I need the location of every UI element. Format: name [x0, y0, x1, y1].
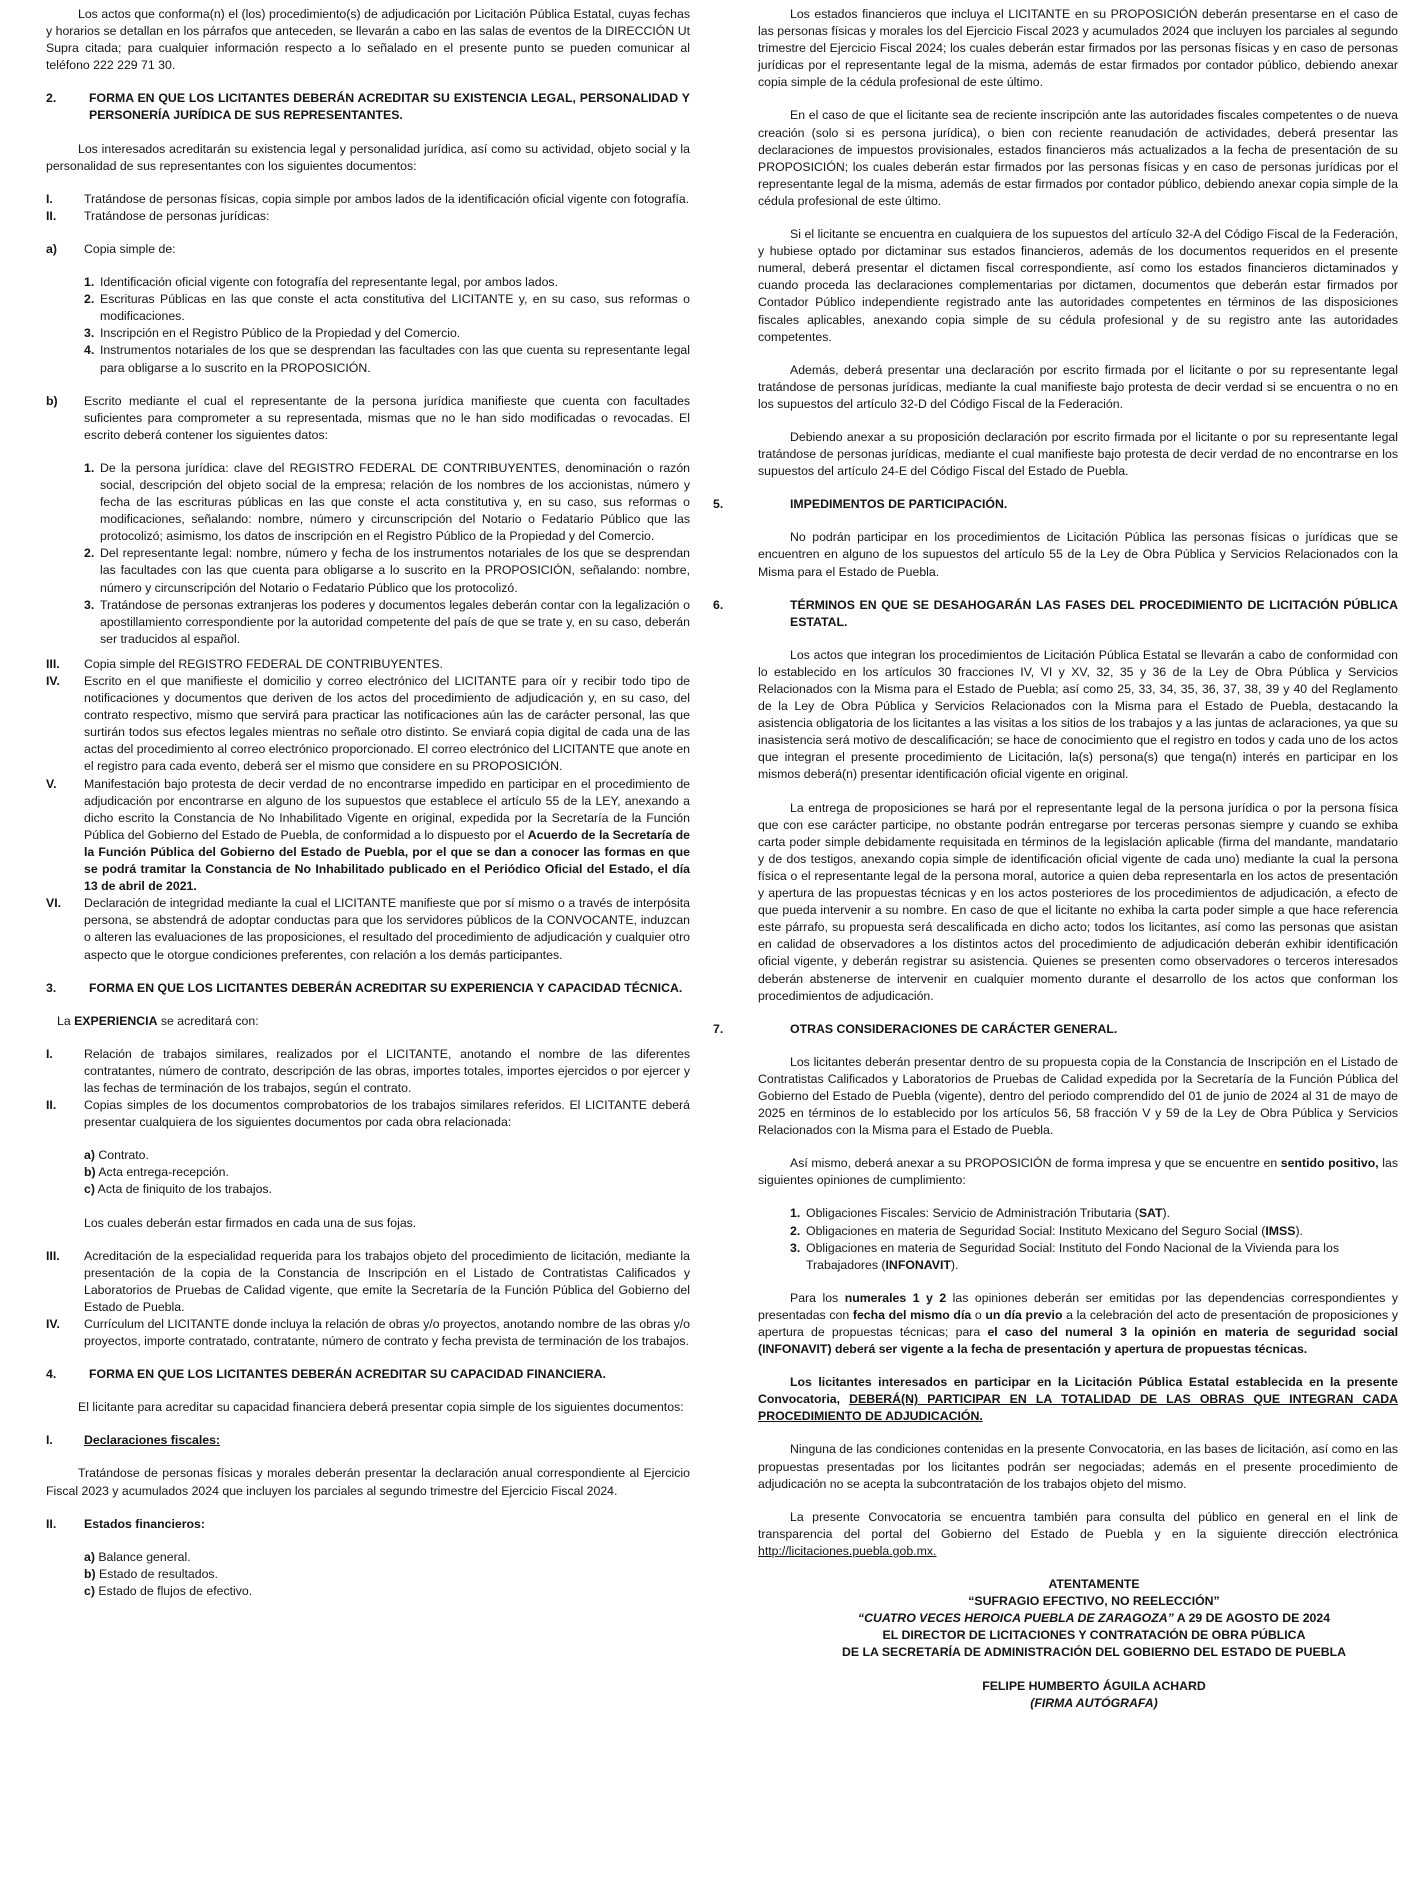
- text-run-bold: INFONAVIT: [885, 1257, 951, 1272]
- text-run-bold: IMSS: [1265, 1223, 1296, 1238]
- section-number: 6.: [713, 597, 724, 612]
- opinion-text: [806, 1223, 1398, 1240]
- item-number: II.: [46, 1098, 57, 1113]
- letter-text: Acta de finiquito de los trabajos.: [94, 1182, 272, 1197]
- sub-item: [84, 545, 690, 596]
- item-number: II.: [46, 1516, 57, 1531]
- letter: c): [84, 1583, 95, 1598]
- text-run: Así mismo, deberá anexar a su PROPOSICIÓN de forma impresa y que se encuentre en: [790, 1156, 1281, 1171]
- opinion-item: [790, 1240, 1398, 1274]
- sub-item: [84, 597, 690, 648]
- section-number: 4.: [46, 1367, 57, 1382]
- section-7-paragraph-1: Los licitantes deberán presentar dentro de su propuesta copia de la Constancia de Inscripción en el Listado de Contratistas Calificados y Laboratorios de Pruebas de Calidad expedida por la Secretaría de la Función Pública del Gobierno del Estado de Puebla (vigente), dentro del periodo comprendido del 01 de junio de 2024 al 31 de mayo de 2025 en términos de lo establecido por los artículos 56, 58 fracción V y 59 de la Ley de Obra Pública y Servicios Relacionados con la Misma para el Estado de Puebla.: [758, 1054, 1398, 1138]
- intro-paragraph: Los actos que conforma(n) el (los) procedimiento(s) de adjudicación por Licitación Pública Estatal, cuyas fechas y horarios se detallan en los párrafos que anteceden, se llevarán a cabo en las salas de eventos de la DIRECCIÓN Ut Supra citada; para cualquier información respecto a lo señalado en el presente punto se pueden comunicar al teléfono 222 229 71 30.: [46, 7, 690, 73]
- transparency-link[interactable]: http://licitaciones.puebla.gob.mx.: [758, 1543, 937, 1558]
- signature-date: A 29 DE AGOSTO DE 2024: [1173, 1611, 1331, 1626]
- section-3-heading: [46, 980, 690, 997]
- list-item: [46, 393, 690, 444]
- text-run: ).: [950, 1257, 959, 1272]
- right-column: [713, 6, 1399, 1712]
- text-run: a la celebración del acto de presentación de proposiciones y apertura de propuestas técnicas; para: [758, 1307, 1398, 1339]
- signatory-name: FELIPE HUMBERTO ÁGUILA ACHARD: [982, 1678, 1206, 1693]
- list-item: [46, 1316, 690, 1350]
- item-text: Copia simple del REGISTRO FEDERAL DE CONTRIBUYENTES.: [84, 656, 443, 671]
- item-text: Escrito mediante el cual el representante de la persona jurídica manifieste que cuenta con facultades suficientes para comprometer a su representada, mismas que no le han sido modificadas o revocadas. El escrito deberá contener los siguientes datos:: [84, 393, 690, 442]
- opinion-text: [806, 1240, 1398, 1274]
- letter-text: Contrato.: [94, 1148, 149, 1163]
- signature-block: [758, 1576, 1398, 1712]
- item-letter: a): [46, 241, 57, 256]
- opinion-number: 1.: [790, 1206, 801, 1221]
- text-run: o: [971, 1307, 986, 1322]
- signed-note: Los cuales deberán estar firmados en cada una de sus fojas.: [84, 1215, 417, 1230]
- item-letter: b): [46, 393, 58, 408]
- list-item: [46, 656, 690, 673]
- section-7-paragraph-2: [758, 1155, 1398, 1189]
- letter-item: [84, 1566, 690, 1583]
- section-title: FORMA EN QUE LOS LICITANTES DEBERÁN ACREDITAR SU EXISTENCIA LEGAL, PERSONALIDAD Y PERSONERÍA JURÍDICA DE SUS REPRESENTANTES.: [89, 91, 690, 123]
- letter: b): [84, 1566, 96, 1581]
- text-run: Para los: [790, 1290, 845, 1305]
- signature-closing: ATENTAMENTE: [1048, 1577, 1140, 1592]
- sub-item: [84, 291, 690, 325]
- signature-motto: “SUFRAGIO EFECTIVO, NO REELECCIÓN”: [968, 1594, 1220, 1609]
- section-7-paragraph-6: [758, 1509, 1398, 1560]
- letter-text: Balance general.: [94, 1549, 191, 1564]
- sub-item-text: Del representante legal: nombre, número y fecha de los instrumentos notariales de los que se desprendan las facultades con las que cuenta para obligarse a lo suscrito en la PROPOSICIÓN, señalando: nombre, número y circunscripción del Notario o Fedatario Público que los protocolizó.: [100, 546, 690, 595]
- article-32d-paragraph: Además, deberá presentar una declaración por escrito firmada por el licitante o por su representante legal tratándose de personas jurídicas, mediante la cual manifieste bajo protesta de decir verdad si se encuentra o no en los supuestos del artículo 32-D del Código Fiscal de la Federación.: [758, 362, 1398, 411]
- item-text: [84, 776, 690, 896]
- letter: a): [84, 1148, 95, 1163]
- signature-city: “CUATRO VECES HEROICA PUEBLA DE ZARAGOZA”: [857, 1611, 1174, 1626]
- letter-text: Acta entrega-recepción.: [95, 1165, 229, 1180]
- sub-item-text: De la persona jurídica: clave del REGISTRO FEDERAL DE CONTRIBUYENTES, denominación o razón social, descripción del objeto social de la empresa; relación de los nombres de los accionistas, número y fecha de las escrituras públicas en las que conste el acta constitutiva y, en su caso, sus reformas o modificaciones, señalando: nombre, número y circunscripción del Notario o Fedatario Público que las protocolizó; asimismo, los datos de inscripción en el Registro Público de la Propiedad y del Comercio.: [100, 460, 690, 544]
- section-title: OTRAS CONSIDERACIONES DE CARÁCTER GENERAL.: [790, 1021, 1118, 1036]
- list-item: [46, 1046, 690, 1097]
- item-text: Tratándose de personas jurídicas:: [84, 208, 270, 223]
- signature-title: EL DIRECTOR DE LICITACIONES Y CONTRATACIÓN DE OBRA PÚBLICA: [882, 1628, 1306, 1643]
- letter-text: Estado de flujos de efectivo.: [94, 1583, 253, 1598]
- list-item: [46, 208, 690, 225]
- experience-line: [57, 1013, 690, 1030]
- item-text-regular: Manifestación bajo protesta de decir verdad de no encontrarse impedido en participar en el procedimiento de adjudicación por encontrarse en alguno de los supuestos que establece el artículo 55 de la LEY, anexando a dicho escrito la Constancia de No Inhabilitado Vigente en original, expedida por la Secretaría de la Función Pública del Gobierno del Estado de Puebla, de conformidad a lo dispuesto por el: [84, 776, 690, 842]
- sub-item-number: 3.: [84, 597, 95, 612]
- letter-item: [84, 1147, 690, 1164]
- new-registration-paragraph: En el caso de que el licitante sea de reciente inscripción ante las autoridades fiscales competentes o de nueva creación (solo si es persona jurídica), o bien con reciente reanudación de actividades, deberá presentar las declaraciones de impuestos provisionales, estados financieros más actualizados a la fecha de presentación de su PROPOSICIÓN; los cuales deberán estar firmados por las personas físicas y en caso de personas jurídicas por el representante legal de la misma, además de estar firmados por contador público, debiendo anexar copia simple de la cédula profesional de este último.: [758, 108, 1398, 208]
- sub-item-text: Escrituras Públicas en las que conste el acta constitutiva del LICITANTE y, en su caso, sus reformas o modificaciones.: [100, 292, 690, 324]
- text-run-bold: SAT: [1138, 1206, 1163, 1221]
- fiscal-paragraph: Tratándose de personas físicas y morales deberán presentar la declaración anual correspondiente al Ejercicio Fiscal 2023 y acumulados 2024 que incluyen los parciales al segundo trimestre del Ejercicio Fiscal 2024.: [46, 1466, 690, 1498]
- letter: b): [84, 1165, 96, 1180]
- section-5-text: No podrán participar en los procedimientos de Licitación Pública las personas físicas o jurídicas que se encuentren en alguno de los supuestos del artículo 55 de la Ley de Obra Pública y Servicios Relacionados con la Misma para el Estado de Puebla.: [758, 530, 1398, 579]
- sub-item-number: 2.: [84, 546, 95, 561]
- sub-item-number: 4.: [84, 343, 95, 358]
- item-number: IV.: [46, 1317, 60, 1331]
- letter-text: Estado de resultados.: [95, 1566, 218, 1581]
- section-title: FORMA EN QUE LOS LICITANTES DEBERÁN ACREDITAR SU EXPERIENCIA Y CAPACIDAD TÉCNICA.: [89, 980, 683, 995]
- sub-item-text: Tratándose de personas extranjeras los poderes y documentos legales deberán contar con la legalización o apostillamiento correspondiente por la autoridad competente del país de que se trate y, en su caso, deberán ser traducidos al español.: [100, 597, 690, 646]
- article-24e-paragraph: Debiendo anexar a su proposición declaración por escrito firmada por el licitante o por su representante legal tratándose de personas jurídicas, mediante el cual manifieste bajo protesta de decir verdad de no encontrarse en los supuestos del artículo 24-E del Código Fiscal del Estado de Puebla.: [758, 429, 1398, 479]
- item-text: Escrito en el que manifieste el domicilio y correo electrónico del LICITANTE para oír y recibir todo tipo de notificaciones y documentos que deriven de los actos del procedimiento de adjudicación y, en su caso, del contrato respectivo, mismo que servirá para practicar las notificaciones aún las de carácter personal, las que surtirán todos sus efectos legales mientras no señale otro distinto. Se enviará copia digital de cada una de las actas del procedimiento al correo electrónico proporcionado. El correo electrónico del LICITANTE que anote en el registro para cada evento, deberá ser el mismo que considere en su PROPOSICIÓN.: [84, 674, 690, 774]
- section-4-heading: [46, 1366, 690, 1383]
- signature-department: DE LA SECRETARÍA DE ADMINISTRACIÓN DEL GOBIERNO DEL ESTADO DE PUEBLA: [842, 1645, 1346, 1660]
- section-2-heading: [46, 90, 690, 124]
- experience-pre: La: [57, 1013, 75, 1028]
- text-run-bold: numerales 1 y 2: [844, 1290, 947, 1305]
- item-number: II.: [46, 208, 57, 223]
- signature-place-date: [790, 1610, 1398, 1627]
- text-run: las opiniones deberán ser emitidas por las dependencias correspondientes y presentadas con: [758, 1290, 1399, 1322]
- fiscal-audit-paragraph: Si el licitante se encuentra en cualquiera de los supuestos del artículo 32-A del Código Fiscal de la Federación, y hubiese optado por dictaminar sus estados financieros, además de los documentos requeridos en el presente numeral, deberá presentar el dictamen fiscal correspondiente, así como los estados financieros dictaminados y cuando proceda las declaraciones complementarias por dictamen, documentos que deberán estar firmados por Contador Público independiente registrado ante las autoridades competentes en términos de las disposiciones fiscales aplicables, anexando copia simple de su cédula profesional y de su registro ante las autoridades competentes.: [758, 227, 1398, 344]
- list-item: [46, 241, 690, 258]
- text-run-bold: fecha del mismo día: [852, 1307, 972, 1322]
- section-6-paragraph-2: La entrega de proposiciones se hará por el representante legal de la persona jurídica o por la persona física que con ese carácter participe, no obstante podrán entregarse por terceras personas siempre y cuando se exhiba carta poder simple debidamente requisitada en términos de la legislación aplicable (firma del mandante, mandatario y de dos testigos, anexando copia simple de identificación oficial vigente de cada uno) mediante la cual la persona física o el representante legal de la persona moral, autorice a quien deba representarla en los actos de presentación y apertura de las propuestas técnicas y en los actos posteriores de los procedimientos de adjudicación, a efecto de que pueda intervenir a su nombre. En caso de que el licitante no exhiba la carta poder simple a que hace referencia este párrafo, su propuesta será descalificada en dicho acto; todos los licitantes, así como las personas que asistan en calidad de observadores a los distintos actos del procedimiento de adjudicación deberán exhibir identificación oficial vigente, y deberán registrar su asistencia. Quienes se presenten como observadores o terceros interesados deberán abstenerse de intervenir en cualquier momento durante el desarrollo de los actos que conforman los procedimientos de adjudicación.: [758, 800, 1398, 1003]
- signature-note: (FIRMA AUTÓGRAFA): [1030, 1695, 1158, 1710]
- section-7-paragraph-5: Ninguna de las condiciones contenidas en la presente Convocatoria, en las bases de licitación, así como en las propuestas presentadas por los licitantes podrán ser negociadas; además en el presente procedimiento de adjudicación no se acepta la subcontratación de los trabajos objeto del mismo.: [758, 1442, 1398, 1491]
- section-title: FORMA EN QUE LOS LICITANTES DEBERÁN ACREDITAR SU CAPACIDAD FINANCIERA.: [89, 1367, 606, 1382]
- letter-item: [84, 1181, 690, 1198]
- list-item: [46, 1516, 690, 1533]
- sub-item-number: 2.: [84, 292, 95, 307]
- letter-item: [84, 1164, 690, 1181]
- section-6-heading: [713, 597, 1398, 631]
- section-7-heading: [713, 1021, 1398, 1038]
- item-text: Copia simple de:: [84, 241, 176, 256]
- item-number: VI.: [46, 896, 62, 911]
- item-number: IV.: [46, 674, 60, 688]
- item-text: Acreditación de la especialidad requerida para los trabajos objeto del procedimiento de licitación, mediante la presentación de la copia de la Constancia de Inscripción en el Listado de Contratistas Calificados y Laboratorios de Pruebas de Calidad vigente, que emite la Secretaría de la Función Pública del Gobierno del Estado de Puebla.: [84, 1248, 690, 1314]
- sub-item-text: Identificación oficial vigente con fotografía del representante legal, por ambos lados.: [100, 275, 558, 290]
- section-title: TÉRMINOS EN QUE SE DESAHOGARÁN LAS FASES DEL PROCEDIMIENTO DE LICITACIÓN PÚBLICA ESTATAL.: [790, 597, 1398, 629]
- item-text: Declaraciones fiscales:: [84, 1433, 221, 1448]
- section-5-heading: [713, 496, 1398, 513]
- experience-bold: EXPERIENCIA: [74, 1013, 158, 1028]
- section-6-paragraph-1: Los actos que integran los procedimientos de Licitación Pública Estatal se llevarán a cabo de conformidad con lo establecido en los artículos 30 fracciones IV, VI y XV, 32, 35 y 36 de la Ley de Obra Pública y Servicios Relacionados con la Misma para el Estado de Puebla; así como 25, 33, 34, 35, 36, 37, 38, 39 y 40 del Reglamento de la Ley de Obra Pública y Servicios Relacionados con la Misma para el Estado de Puebla, destacando la asistencia obligatoria de los licitantes a las visitas a los sitios de los trabajos y a las juntas de aclaraciones, ya que su inasistencia será motivo de descalificación; se hace de conocimiento que el registro en todos y cada uno de los actos que integran el presente procedimiento de Licitación, la(s) persona(s) que tenga(n) interés en participar en los mismos deberá(n) presentar identificación oficial vigente en original.: [758, 647, 1398, 782]
- financial-statements-paragraph: Los estados financieros que incluya el LICITANTE en su PROPOSICIÓN deberán presentarse en el caso de las personas físicas y morales los del Ejercicio Fiscal 2023 y acumulados 2024 que incluyen los parciales al segundo trimestre del Ejercicio Fiscal 2024; los cuales deberán estar firmados por las personas físicas y en caso de personas jurídicas por el representante legal de la misma, además de estar firmados por contador público, debiendo anexar copia simple de la cédula profesional de este último.: [758, 7, 1398, 90]
- item-text: Estados financieros:: [84, 1516, 205, 1531]
- list-item: [46, 673, 690, 776]
- item-number: I.: [46, 1433, 53, 1448]
- opinion-number: 3.: [790, 1240, 801, 1255]
- section-7-paragraph-3: [758, 1290, 1398, 1358]
- sub-item: [84, 342, 690, 376]
- item-text: Tratándose de personas físicas, copia simple por ambos lados de la identificación oficial vigente con fotografía.: [84, 191, 690, 206]
- text-run: Obligaciones en materia de Seguridad Social: Instituto Mexicano del Seguro Social (: [806, 1223, 1266, 1238]
- letter-item: [84, 1583, 690, 1600]
- letter-item: [84, 1549, 690, 1566]
- text-run: Obligaciones en materia de Seguridad Social: Instituto del Fondo Nacional de la Vivienda para los Trabajadores (: [806, 1240, 1339, 1272]
- sub-item-number: 1.: [84, 275, 95, 290]
- letter: a): [84, 1549, 95, 1564]
- text-run-underlined: DEBERÁ(N) PARTICIPAR EN LA TOTALIDAD DE LAS OBRAS QUE INTEGRAN CADA PROCEDIMIENTO DE ADJUDICACIÓN.: [758, 1392, 1399, 1424]
- opinion-number: 2.: [790, 1223, 801, 1238]
- item-number: III.: [46, 1248, 60, 1263]
- sub-item-text: Inscripción en el Registro Público de la Propiedad y del Comercio.: [100, 326, 461, 341]
- item-number: V.: [46, 776, 57, 791]
- section-2-intro: Los interesados acreditarán su existencia legal y personalidad jurídica, así como su actividad, objeto social y la personalidad de sus representantes con los siguientes documentos:: [46, 141, 690, 173]
- section-number: 3.: [46, 980, 57, 995]
- sub-item: [84, 274, 690, 291]
- text-run: ).: [1295, 1223, 1303, 1238]
- section-number: 2.: [46, 91, 57, 106]
- section-number: 7.: [713, 1021, 724, 1036]
- list-item: [46, 191, 690, 208]
- list-item: [46, 1097, 690, 1131]
- experience-post: se acreditará con:: [157, 1013, 259, 1028]
- text-run-bold: el caso del numeral 3 la opinión en materia de seguridad social (INFONAVIT) deberá ser vigente a la fecha de presentación y apertura de propuestas técnicas.: [758, 1325, 1399, 1357]
- sub-item: [84, 325, 690, 342]
- sub-item: [84, 460, 690, 545]
- item-number: I.: [46, 191, 53, 206]
- sub-item-text: Instrumentos notariales de los que se desprendan las facultades con las que cuenta su representante legal para obligarse a lo suscrito en la PROPOSICIÓN.: [100, 343, 690, 375]
- text-run-bold: sentido positivo,: [1280, 1156, 1379, 1171]
- text-run-bold: Los licitantes interesados en participar en la Licitación Pública Estatal establecida en la presente Convocatoria,: [758, 1375, 1398, 1407]
- opinion-item: [790, 1205, 1398, 1222]
- left-column: [46, 6, 690, 1600]
- item-text-bold: Acuerdo de la Secretaría de la Función Pública del Gobierno del Estado de Puebla, por el que se dan a conocer las formas en que se podrá tramitar la Constancia de No Inhabilitado publicado en el Periódico Oficial del Estado, el día 13 de abril de 2021.: [84, 827, 690, 894]
- text-run: ).: [1162, 1206, 1171, 1221]
- opinion-text: [806, 1205, 1398, 1222]
- item-text: Declaración de integridad mediante la cual el LICITANTE manifieste que por sí mismo o a través de interpósita persona, se abstendrá de adoptar conductas para que los servidores públicos de la CONVOCANTE, induzcan o alteren las evaluaciones de las proposiciones, el resultado del procedimiento de adjudicación y cualquier otro aspecto que le otorgue condiciones preferentes, con relación a los demás participantes.: [84, 896, 690, 962]
- list-item: [46, 895, 690, 963]
- item-number: I.: [46, 1046, 53, 1061]
- opinion-item: [790, 1223, 1398, 1240]
- section-4-intro: El licitante para acreditar su capacidad financiera deberá presentar copia simple de los siguientes documentos:: [78, 1400, 684, 1415]
- item-text: Copias simples de los documentos comprobatorios de los trabajos similares referidos. El LICITANTE deberá presentar cualquiera de los siguientes documentos por cada obra relacionada:: [84, 1098, 690, 1130]
- text-run: las siguientes opiniones de cumplimiento:: [758, 1156, 1399, 1188]
- item-number: III.: [46, 656, 60, 671]
- section-title: IMPEDIMENTOS DE PARTICIPACIÓN.: [790, 497, 1008, 512]
- list-item: [46, 1432, 690, 1449]
- item-text: Relación de trabajos similares, realizados por el LICITANTE, anotando el nombre de las diferentes contratantes, número de contrato, descripción de las obras, importes totales, importes ejercidos o por ejercer y las fechas de terminación de los trabajos, según el contrato.: [84, 1046, 690, 1095]
- section-7-paragraph-4: [758, 1374, 1398, 1425]
- list-item: [46, 1248, 690, 1316]
- text-run: La presente Convocatoria se encuentra también para consulta del público en general en el link de transparencia del portal del Gobierno del Estado de Puebla y en la siguiente dirección electrónica: [758, 1509, 1398, 1541]
- sub-item-number: 1.: [84, 460, 95, 475]
- sub-item-number: 3.: [84, 326, 95, 341]
- item-text: Currículum del LICITANTE donde incluya la relación de obras y/o proyectos, anotando nombre de las obras y/o proyectos, importe contratado, contratante, número de contrato y fecha prevista de terminación de los trabajos.: [84, 1317, 690, 1349]
- list-item: [46, 776, 690, 896]
- letter: c): [84, 1182, 95, 1197]
- text-run: Obligaciones Fiscales: Servicio de Administración Tributaria (: [806, 1206, 1139, 1221]
- section-number: 5.: [713, 497, 724, 512]
- text-run-bold: un día previo: [985, 1307, 1063, 1322]
